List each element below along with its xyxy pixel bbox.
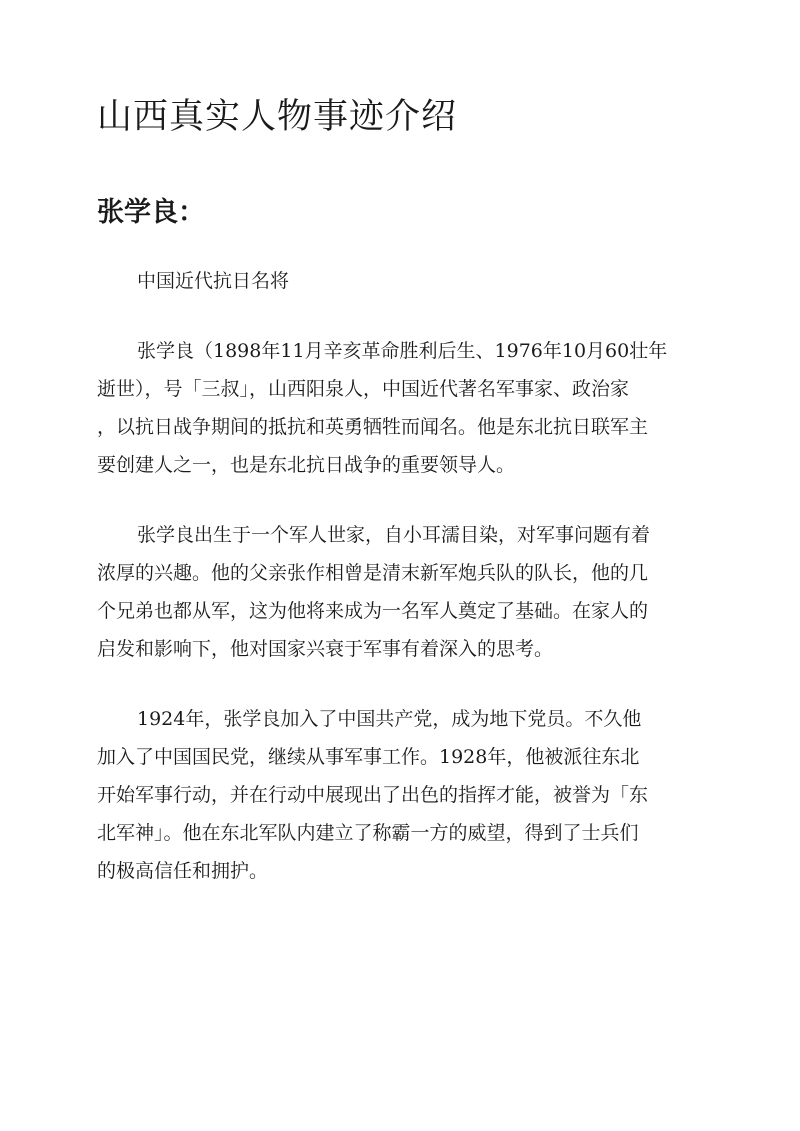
- paragraph-line: 开始军事行动，并在行动中展现出了出色的指挥才能，被誉为「东: [97, 784, 649, 806]
- section-heading: 张学良：: [97, 197, 205, 228]
- paragraph-line: 的极高信任和拥护。: [97, 860, 269, 882]
- paragraph-line: 浓厚的兴趣。他的父亲张作相曾是清末新军炮兵队的队长，他的几: [97, 562, 649, 584]
- paragraph-line: 张学良出生于一个军人世家，自小耳濡目染，对军事问题有着: [137, 524, 651, 546]
- paragraph-line: ，以抗日战争期间的抵抗和英勇牺牲而闻名。他是东北抗日联军主: [97, 416, 649, 438]
- document-title: 山西真实人物事迹介绍: [97, 97, 458, 137]
- paragraph-line: 1924年，张学良加入了中国共产党，成为地下党员。不久他: [137, 708, 642, 730]
- paragraph-line: 个兄弟也都从军，这为他将来成为一名军人奠定了基础。在家人的: [97, 600, 649, 622]
- document-body: [97, 262, 707, 922]
- paragraph-line: 加入了中国国民党，继续从事军事工作。1928年，他被派往东北: [97, 746, 640, 768]
- paragraph: [97, 516, 707, 668]
- paragraph-line: 逝世），号「三叔」，山西阳泉人，中国近代著名军事家、政治家: [97, 378, 630, 400]
- paragraph: [97, 700, 707, 890]
- paragraph-line: 北军神」。他在东北军队内建立了称霸一方的威望，得到了士兵们: [97, 822, 639, 844]
- paragraph: [97, 332, 707, 484]
- paragraph: [97, 262, 707, 300]
- paragraph-line: 要创建人之一，也是东北抗日战争的重要领导人。: [97, 454, 516, 476]
- paragraph-line: 中国近代抗日名将: [137, 270, 290, 292]
- paragraph-line: 启发和影响下，他对国家兴衰于军事有着深入的思考。: [97, 638, 554, 660]
- paragraph-line: 张学良（1898年11月辛亥革命胜利后生、1976年10月60壮年: [137, 340, 668, 362]
